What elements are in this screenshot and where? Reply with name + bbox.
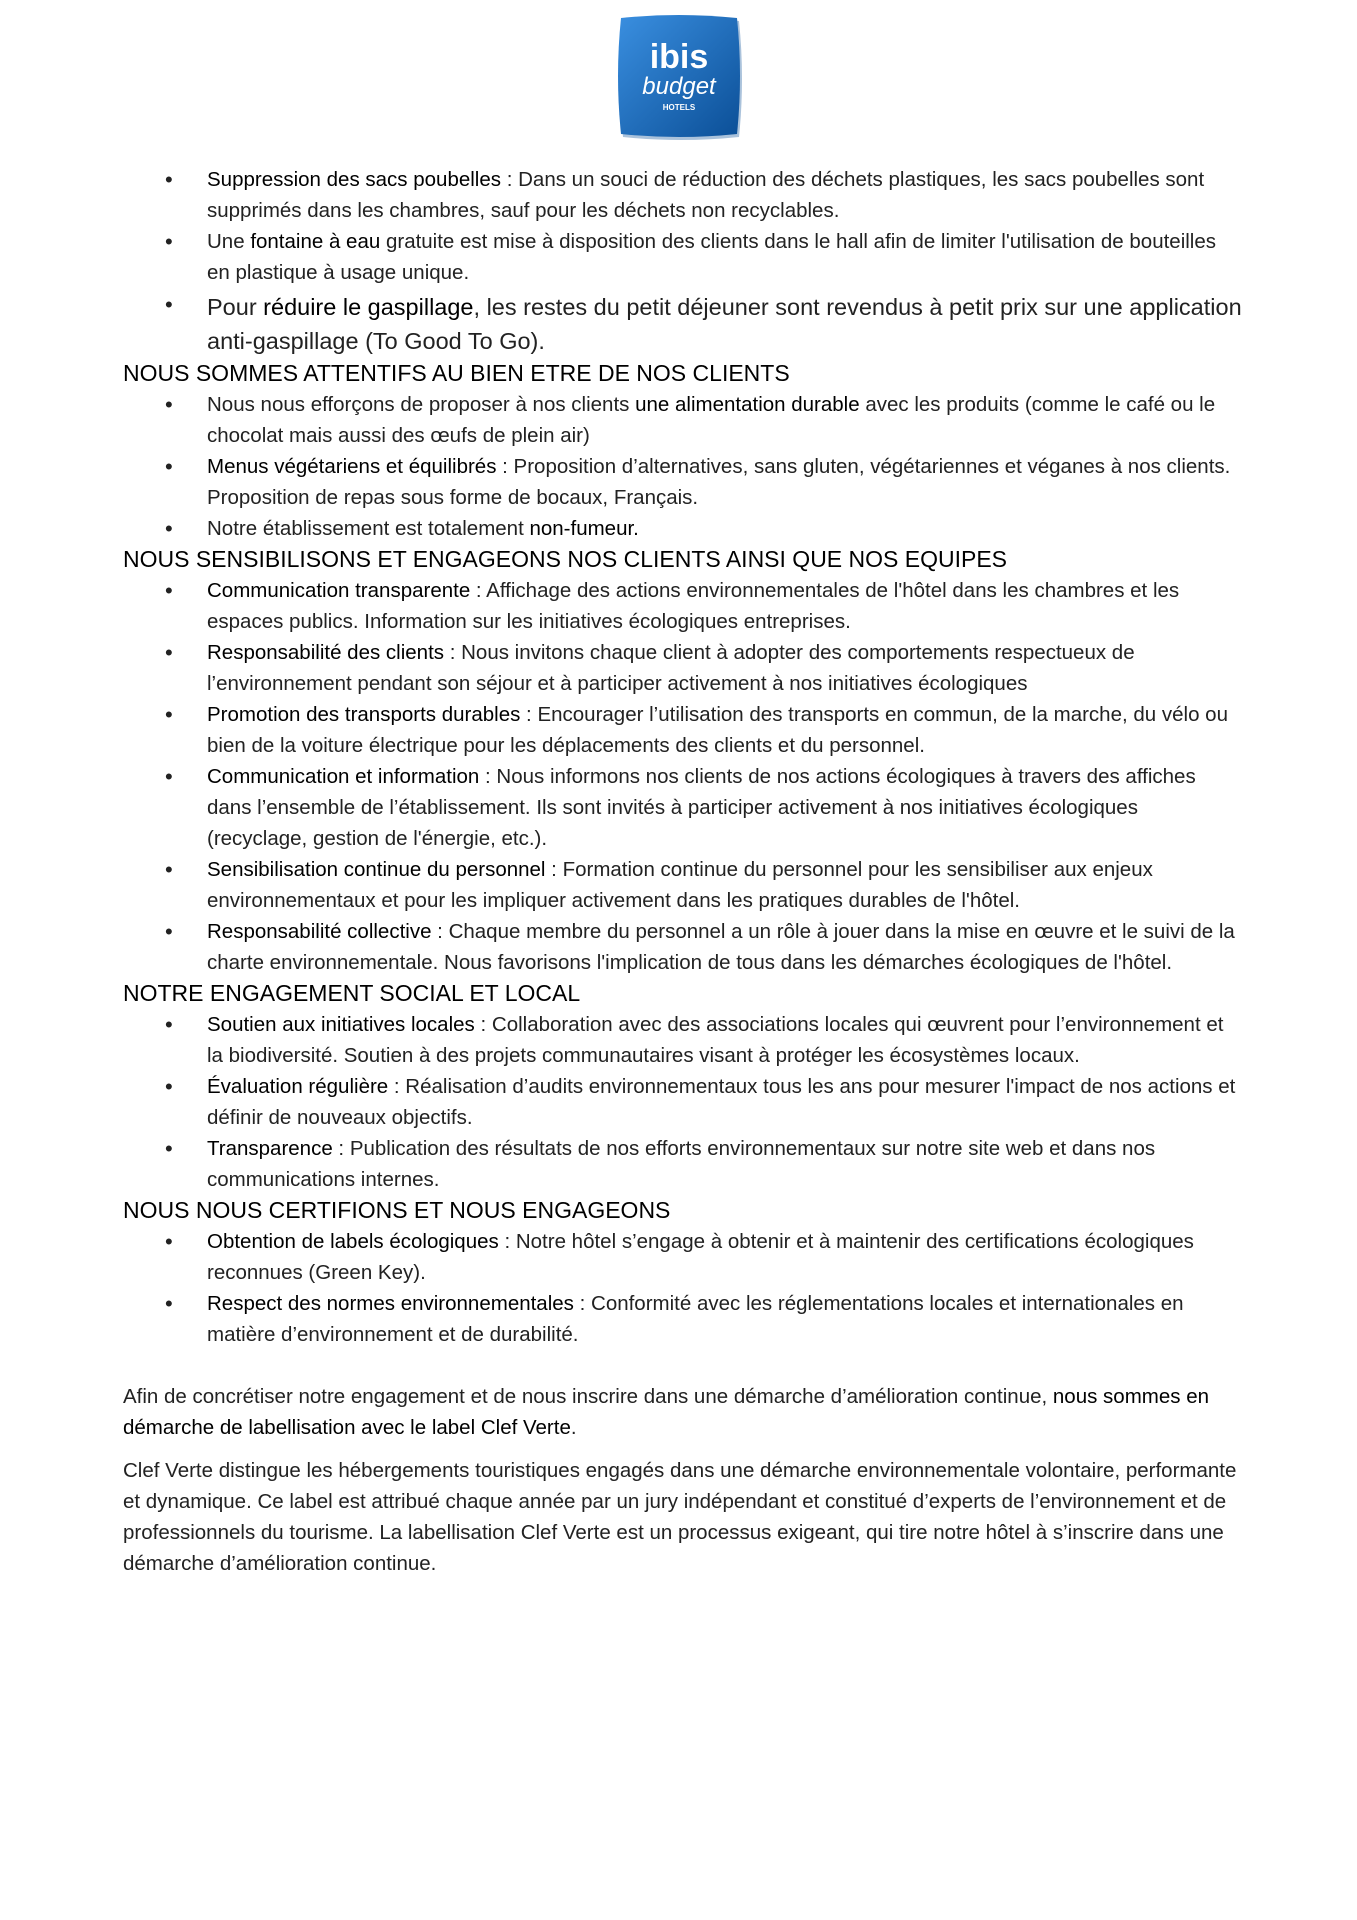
item-text: : Réalisation d’audits environnementaux tous les ans pour mesurer l'impact de nos actions et définir de nouveaux objectifs. bbox=[207, 1075, 1236, 1129]
list-item bbox=[123, 1133, 1243, 1195]
section-heading: NOUS SOMMES ATTENTIFS AU BIEN ETRE DE NOS CLIENTS bbox=[123, 360, 790, 386]
section-list bbox=[123, 389, 1243, 544]
section-list bbox=[123, 1009, 1243, 1195]
item-text: : Proposition d’alternatives, sans gluten, végétariennes et véganes à nos clients. Proposition de repas sous forme de bocaux, Français. bbox=[207, 455, 1231, 509]
item-term: Menus végétariens et équilibrés bbox=[207, 455, 497, 478]
item-text: , les restes du petit déjeuner sont revendus à petit prix sur une application anti-gaspillage (To Good To Go). bbox=[207, 294, 1242, 354]
section-heading: NOUS SENSIBILISONS ET ENGAGEONS NOS CLIENTS AINSI QUE NOS EQUIPES bbox=[123, 546, 1008, 572]
list-item bbox=[123, 513, 1243, 544]
item-text: : Chaque membre du personnel a un rôle à jouer dans la mise en œuvre et le suivi de la charte environnementale. Nous favorisons l'implication de tous dans les démarches écologiques de l'hôtel. bbox=[207, 920, 1235, 974]
logo-ibis-text: ibis bbox=[649, 38, 709, 76]
list-item bbox=[123, 1288, 1243, 1350]
section-list bbox=[123, 575, 1243, 978]
document-body bbox=[123, 164, 1243, 1579]
item-text: : Conformité avec les réglementations locales et internationales en matière d’environnement et de durabilité. bbox=[207, 1292, 1184, 1346]
closing-paragraph-1 bbox=[123, 1381, 1243, 1443]
logo-budget-text: budget bbox=[642, 73, 716, 100]
item-term: fontaine à eau bbox=[250, 230, 381, 253]
item-term: non-fumeur. bbox=[529, 517, 639, 540]
item-term: Communication transparente bbox=[207, 579, 471, 602]
item-term: Obtention de labels écologiques bbox=[207, 1230, 499, 1253]
item-term: réduire le gaspillage bbox=[263, 294, 474, 320]
item-term: Responsabilité des clients bbox=[207, 641, 445, 664]
list-item bbox=[123, 761, 1243, 854]
item-text: avec les produits (comme le café ou le chocolat mais aussi des œufs de plein air) bbox=[207, 393, 1216, 447]
item-pre: Pour bbox=[207, 294, 264, 320]
item-text: : Affichage des actions environnementales de l'hôtel dans les chambres et les espaces publics. Information sur les initiatives écologiques entreprises. bbox=[207, 579, 1180, 633]
list-item bbox=[123, 1226, 1243, 1288]
list-item bbox=[123, 1071, 1243, 1133]
closing-paragraph-2: Clef Verte distingue les hébergements touristiques engagés dans une démarche environnementale volontaire, performante et dynamique. Ce label est attribué chaque année par un jury indépendant et constitué d’experts de l’environnement et de professionnels du tourisme. La labellisation Clef Verte est un processus exigeant, qui tire notre hôtel à s’inscrire dans une démarche d’amélioration continue. bbox=[123, 1459, 1237, 1575]
list-item bbox=[123, 575, 1243, 637]
item-term: Communication et information bbox=[207, 765, 480, 788]
intro-list bbox=[123, 164, 1243, 358]
item-pre: Notre établissement est totalement bbox=[207, 517, 530, 540]
item-text: : Nous invitons chaque client à adopter des comportements respectueux de l’environnement pendant son séjour et à participer activement à nos initiatives écologiques bbox=[207, 641, 1135, 695]
item-text: : Encourager l’utilisation des transports en commun, de la marche, du vélo ou bien de la voiture électrique pour les déplacements des clients et du personnel. bbox=[207, 703, 1228, 757]
item-text: : Dans un souci de réduction des déchets plastiques, les sacs poubelles sont supprimés dans les chambres, sauf pour les déchets non recyclables. bbox=[207, 168, 1205, 222]
item-term: Sensibilisation continue du personnel bbox=[207, 858, 546, 881]
list-item bbox=[123, 164, 1243, 226]
closing-text: Afin de concrétiser notre engagement et de nous inscrire dans une démarche d’amélioration continue, bbox=[123, 1385, 1053, 1408]
item-text: : Publication des résultats de nos efforts environnementaux sur notre site web et dans nos communications internes. bbox=[207, 1137, 1156, 1191]
list-item bbox=[123, 288, 1243, 358]
list-item bbox=[123, 1009, 1243, 1071]
item-text: : Nous informons nos clients de nos actions écologiques à travers des affiches dans l’ensemble de l’établissement. Ils sont invités à participer activement à nos initiatives écologiques (recyclage, gestion de l'énergie, etc.). bbox=[207, 765, 1196, 850]
item-term: Responsabilité collective bbox=[207, 920, 432, 943]
item-term: Transparence bbox=[207, 1137, 333, 1160]
item-term: Soutien aux initiatives locales bbox=[207, 1013, 475, 1036]
logo-hotels-text: HOTELS bbox=[662, 103, 696, 112]
item-pre: Nous nous efforçons de proposer à nos clients bbox=[207, 393, 636, 416]
item-pre: Une bbox=[207, 230, 251, 253]
item-term: Promotion des transports durables bbox=[207, 703, 521, 726]
list-item bbox=[123, 699, 1243, 761]
list-item bbox=[123, 226, 1243, 288]
list-item bbox=[123, 389, 1243, 451]
item-term: une alimentation durable bbox=[635, 393, 860, 416]
item-text: gratuite est mise à disposition des clients dans le hall afin de limiter l'utilisation de bouteilles en plastique à usage unique. bbox=[207, 230, 1217, 284]
section-list bbox=[123, 1226, 1243, 1350]
ibis-budget-logo bbox=[615, 12, 743, 140]
item-term: Suppression des sacs poubelles bbox=[207, 168, 502, 191]
item-text: : Formation continue du personnel pour les sensibiliser aux enjeux environnementaux et pour les impliquer activement dans les pratiques durables de l'hôtel. bbox=[207, 858, 1153, 912]
closing-end: . bbox=[570, 1416, 577, 1439]
item-text: : Notre hôtel s’engage à obtenir et à maintenir des certifications écologiques reconnues (Green Key). bbox=[207, 1230, 1194, 1284]
list-item bbox=[123, 451, 1243, 513]
section-heading: NOTRE ENGAGEMENT SOCIAL ET LOCAL bbox=[123, 980, 581, 1006]
list-item bbox=[123, 854, 1243, 916]
list-item bbox=[123, 637, 1243, 699]
closing-term: nous sommes en démarche de labellisation avec le label Clef Verte bbox=[123, 1385, 1209, 1439]
item-term: Respect des normes environnementales bbox=[207, 1292, 574, 1315]
item-text: : Collaboration avec des associations locales qui œuvrent pour l’environnement et la biodiversité. Soutien à des projets communautaires visant à protéger les écosystèmes locaux. bbox=[207, 1013, 1224, 1067]
item-term: Évaluation régulière bbox=[207, 1075, 389, 1098]
section-heading: NOUS NOUS CERTIFIONS ET NOUS ENGAGEONS bbox=[123, 1197, 671, 1223]
list-item bbox=[123, 916, 1243, 978]
